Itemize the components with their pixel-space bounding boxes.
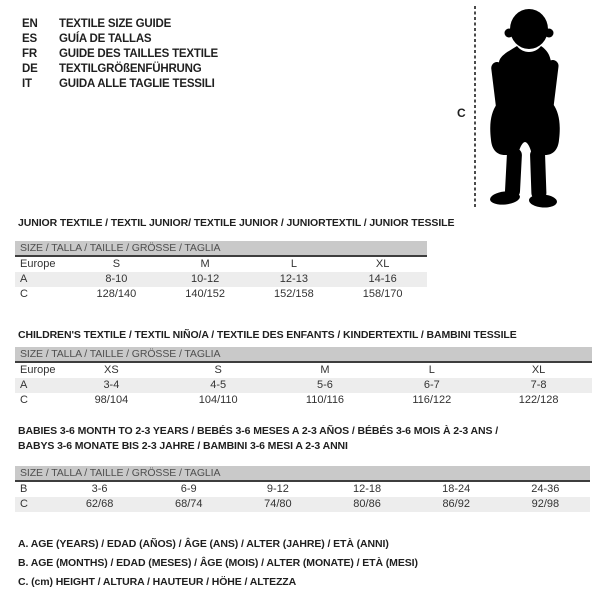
table-cell: 80/86 [353,498,381,510]
table-cell: 74/80 [264,498,292,510]
babies-size-table [15,466,590,512]
table-cell: 6-9 [180,483,197,495]
table-cell: 3-4 [103,379,120,391]
language-row [22,47,218,62]
table-cell: XL [375,258,390,270]
table-row [15,257,427,272]
language-code: ES [22,33,37,45]
table-cell: XS [104,364,119,376]
table-cell: 10-12 [191,273,220,285]
row-label: Europe [20,258,56,270]
table-row [15,272,427,287]
table-cell: S [214,364,222,376]
row-label: C [20,288,28,300]
table-cell: 8-10 [105,273,128,285]
language-row [22,62,218,77]
table-cell: 5-6 [317,379,333,391]
height-dashed-line [474,6,476,208]
language-row [22,77,218,92]
table-title: CHILDREN'S TEXTILE / TEXTIL NIÑO/A / TEXTILE DES ENFANTS / KINDERTEXTIL / BAMBINI TESSILE [18,329,517,341]
language-code: EN [22,18,38,30]
table-row [15,287,427,302]
table-title: BABIES 3-6 MONTH TO 2-3 YEARS / BEBÉS 3-6 MESES A 2-3 AÑOS / BÉBÉS 3-6 MOIS À 2-3 ANS / [18,425,499,437]
table-cell: 12-18 [352,483,382,495]
table-cell: 104/110 [198,394,238,406]
baby-silhouette-icon [483,8,567,208]
table-cell: L [428,364,435,376]
table-cell: 9-12 [266,483,289,495]
row-label: Europe [20,364,56,376]
row-label: A [20,273,28,285]
row-label: C [20,394,28,406]
children-table-title [18,328,517,343]
legend-line: C. (cm) HEIGHT / ALTURA / HAUTEUR / HÖHE / ALTEZZA [18,576,297,588]
legend-line: A. AGE (YEARS) / EDAD (AÑOS) / ÂGE (ANS) / ALTER (JAHRE) / ETÀ (ANNI) [18,538,389,550]
table-cell: 122/128 [518,394,559,406]
table-cell: 4-5 [210,379,227,391]
table-row [15,482,590,497]
table-cell: 62/68 [85,498,114,510]
table-cell: 116/122 [412,394,452,406]
legend-line: B. AGE (MONTHS) / EDAD (MESES) / ÂGE (MOIS) / ALTER (MONATE) / ETÀ (MESI) [18,557,418,569]
table-row [15,393,592,408]
junior-size-table [15,241,427,302]
measurement-legend [18,535,418,592]
table-cell: 18-24 [442,483,471,495]
table-cell: 3-6 [91,483,108,495]
table-cell: 110/116 [305,394,345,406]
table-cell: 92/98 [531,498,560,510]
table-cell: 152/158 [273,288,314,300]
row-label: A [20,379,28,391]
table-cell: 86/92 [442,498,470,510]
size-header-bar: SIZE / TALLA / TAILLE / GRÖSSE / TAGLIA [15,347,592,363]
table-cell: S [112,258,121,270]
height-measure-label: C [457,106,466,120]
language-label: GUIDA ALLE TAGLIE TESSILI [59,78,215,90]
table-cell: 12-13 [279,273,308,285]
table-rows [15,257,427,302]
language-label: TEXTILE SIZE GUIDE [59,18,172,30]
table-cell: 98/104 [94,394,129,406]
table-rows [15,363,592,408]
table-row [15,497,590,512]
language-row [22,32,218,47]
table-title: JUNIOR TEXTILE / TEXTIL JUNIOR/ TEXTILE JUNIOR / JUNIORTEXTIL / JUNIOR TESSILE [18,217,455,229]
language-code: DE [22,63,38,75]
language-row [22,17,218,32]
babies-table-title [18,424,498,454]
language-label: GUÍA DE TALLAS [59,33,152,45]
table-cell: 158/170 [362,288,403,300]
table-cell: M [320,364,330,376]
table-title-line2: BABYS 3-6 MONATE BIS 2-3 JAHRE / BAMBINI 3-6 MESI A 2-3 ANNI [18,440,348,452]
table-cell: 68/74 [174,498,203,510]
table-cell: 6-7 [423,379,440,391]
table-row [15,378,592,393]
language-code: FR [22,48,37,60]
table-rows [15,482,590,512]
table-cell: 128/140 [96,288,137,300]
table-cell: 7-8 [530,379,547,391]
language-label: TEXTILGRÖßENFÜHRUNG [59,63,202,75]
row-label: B [20,483,28,495]
language-label: GUIDE DES TAILLES TEXTILE [59,48,218,60]
table-cell: XL [531,364,546,376]
table-cell: 140/152 [185,288,225,300]
size-header-bar: SIZE / TALLA / TAILLE / GRÖSSE / TAGLIA [15,466,590,482]
table-cell: 14-16 [368,273,397,285]
row-label: C [20,498,28,510]
language-code: IT [22,78,32,90]
table-cell: 24-36 [531,483,560,495]
table-cell: M [200,258,210,270]
table-row [15,363,592,378]
table-cell: L [290,258,297,270]
junior-table-title [18,216,454,231]
children-size-table [15,347,592,408]
language-list [22,17,218,92]
size-header-bar: SIZE / TALLA / TAILLE / GRÖSSE / TAGLIA [15,241,427,257]
